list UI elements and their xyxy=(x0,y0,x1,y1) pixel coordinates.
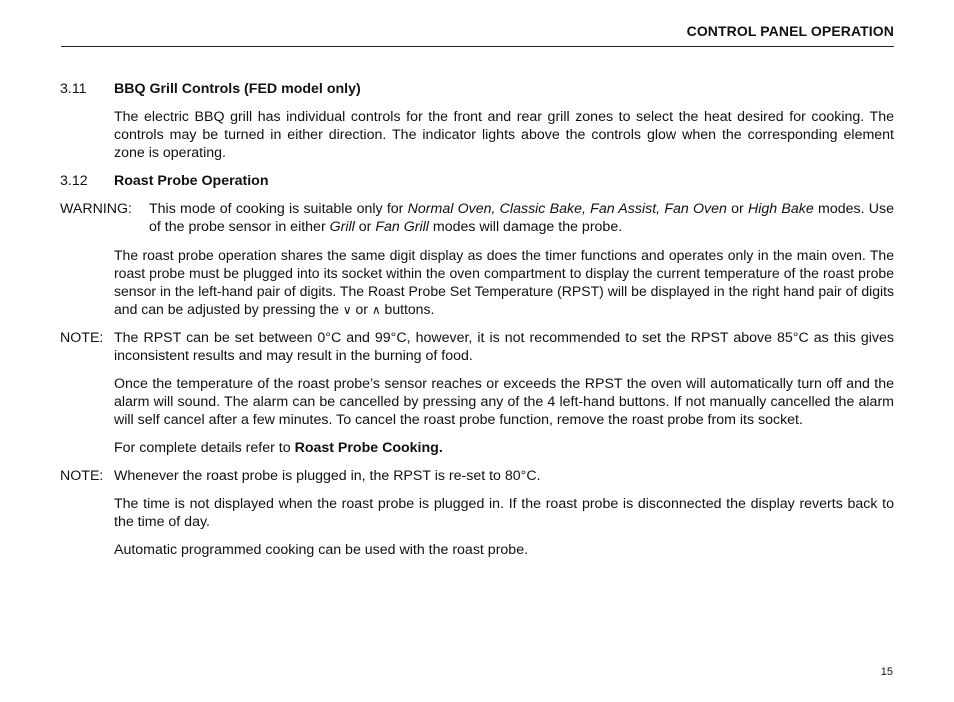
note-block xyxy=(60,329,894,365)
warning-text-part: This mode of cooking is suitable only for xyxy=(149,201,408,217)
section-title: Roast Probe Operation xyxy=(114,173,269,189)
warning-text-part: or xyxy=(726,201,749,217)
warning-text-part: modes will damage the probe. xyxy=(428,219,623,235)
section-title: BBQ Grill Controls (FED model only) xyxy=(114,81,361,97)
paragraph-text: For complete details refer to xyxy=(114,440,295,456)
paragraph-text: or xyxy=(351,301,372,317)
warning-mode-italic: Fan Grill xyxy=(375,219,429,235)
section-3-12-heading xyxy=(60,172,894,190)
page-number: 15 xyxy=(880,666,893,678)
warning-modes-italic: Normal Oven, Classic Bake, Fan Assist, Fan Oven xyxy=(407,201,727,217)
section-number: 3.11 xyxy=(60,81,87,97)
header-divider xyxy=(61,46,894,47)
note-text: The RPST can be set between 0°C and 99°C, however, it is not recommended to set the RPST above 85°C as this gives inconsistent results and may result in the burning of food. xyxy=(114,330,894,364)
warning-text xyxy=(149,200,894,236)
automatic-cooking-paragraph: Automatic programmed cooking can be used with the roast probe. xyxy=(114,542,529,558)
warning-text-part: or xyxy=(354,219,376,235)
section-3-11-heading xyxy=(60,80,894,98)
page-header-title: CONTROL PANEL OPERATION xyxy=(686,23,894,39)
note-text: Whenever the roast probe is plugged in, the RPST is re-set to 80°C. xyxy=(114,468,541,484)
note-label: NOTE: xyxy=(60,330,104,346)
reference-link-text: Roast Probe Cooking. xyxy=(294,440,443,456)
paragraph-text: buttons. xyxy=(380,301,435,317)
warning-mode-italic: Grill xyxy=(329,219,355,235)
display-paragraph: The time is not displayed when the roast probe is plugged in. If the roast probe is disconnected the display reverts back to the time of day. xyxy=(114,496,894,530)
warning-label: WARNING: xyxy=(60,201,132,217)
warning-block xyxy=(60,200,894,236)
down-arrow-icon: ∨ xyxy=(342,303,352,317)
roast-probe-paragraph xyxy=(114,246,894,319)
note-block xyxy=(60,467,894,485)
alarm-paragraph: Once the temperature of the roast probe’s sensor reaches or exceeds the RPST the oven will automatically turn off and the alarm will sound. The alarm can be cancelled by pressing any of the 4 left-hand buttons. If not manually cancelled the alarm will self cancel after a few minutes. To cancel the roast probe function, remove the roast probe from its socket. xyxy=(114,376,894,428)
warning-mode-italic: High Bake xyxy=(748,201,814,217)
reference-paragraph xyxy=(114,439,894,457)
up-arrow-icon: ∧ xyxy=(371,303,381,317)
section-number: 3.12 xyxy=(60,173,88,189)
warning-text-part: modes. Use of the probe sensor in either xyxy=(149,201,895,235)
paragraph-text: The roast probe operation shares the same digit display as does the timer functions and operates only in the main oven. The roast probe must be plugged into its socket within the oven compartment to display the current temperature of the roast probe sensor in the left-hand pair of digits. The Roast Probe Set Temperature (RPST) will be displayed in the right hand pair of digits and can be adjusted by pressing the xyxy=(114,247,894,317)
note-label: NOTE: xyxy=(60,468,104,484)
section-3-11-body: The electric BBQ grill has individual controls for the front and rear grill zones to select the heat desired for cooking. The controls may be turned in either direction. The indicator lights above the controls glow when the corresponding element zone is operating. xyxy=(114,109,894,161)
page-content xyxy=(60,80,894,559)
